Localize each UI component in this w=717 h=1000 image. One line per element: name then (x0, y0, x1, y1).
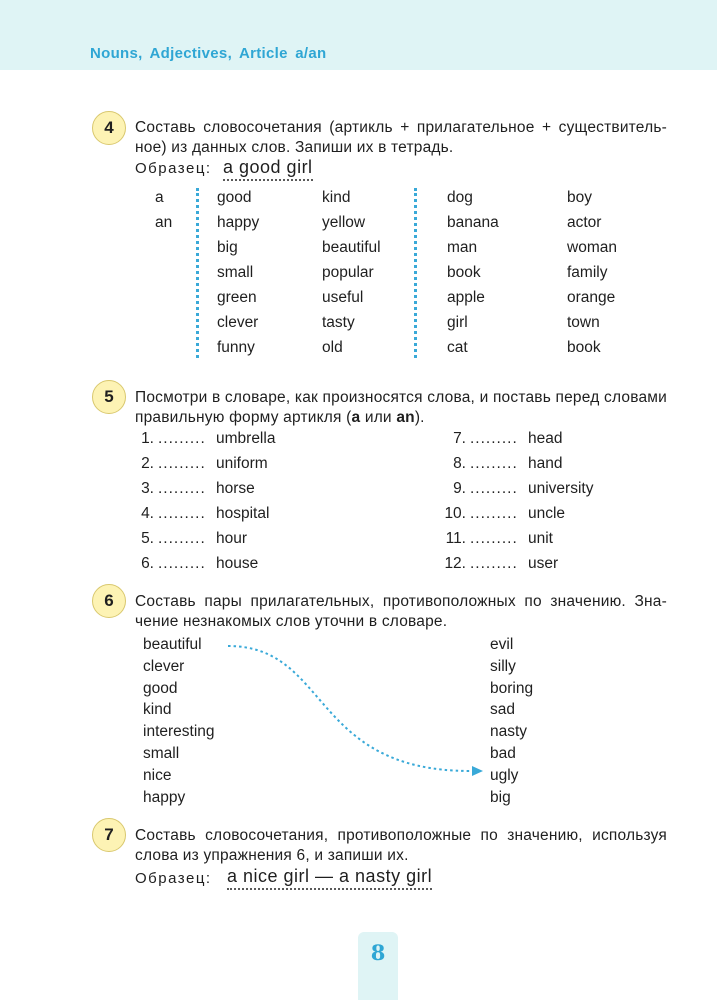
header-title: Nouns, Adjectives, Article a/an (90, 45, 327, 62)
adjective-word: beautiful (322, 239, 381, 256)
item-number: 10. (444, 505, 466, 522)
exercise-6-number: 6 (92, 584, 126, 618)
exercise-5-instruction-post: ). (414, 409, 425, 426)
exercise-6-instruction: Составь пары прилагательных, противоположных по значению. Зна-чение незнакомых слов уточни в словаре. (135, 593, 667, 630)
item-word: hospital (216, 505, 270, 522)
blank-dots: ......... (158, 530, 206, 547)
adjective-word: kind (322, 189, 351, 206)
noun-word: boy (567, 189, 592, 206)
exercise-7-sample-label: Образец: (135, 870, 212, 887)
opposite-word: ugly (490, 766, 519, 784)
item-number: 6. (141, 555, 154, 572)
adjective-word: happy (143, 788, 186, 806)
noun-word: girl (447, 314, 468, 331)
blank-dots: ......... (158, 505, 206, 522)
article-word: a (155, 189, 164, 206)
arrow-head-icon (472, 766, 483, 776)
item-word: uncle (528, 505, 566, 522)
adjective-word: clever (143, 657, 185, 675)
adjective-word: good (217, 189, 252, 206)
item-number: 12. (444, 555, 466, 572)
item-word: unit (528, 530, 553, 547)
item-number: 4. (141, 505, 154, 522)
opposite-word: sad (490, 701, 515, 719)
noun-word: book (567, 339, 601, 356)
matching-arrow-line (228, 646, 470, 771)
exercise-4-sample-label: Образец: (135, 160, 212, 177)
adjective-word: big (217, 239, 238, 256)
adjective-word: small (217, 264, 254, 281)
blank-dots: ......... (470, 505, 518, 522)
article-word: an (155, 214, 173, 231)
exercise-5-number: 5 (92, 380, 126, 414)
blank-dots: ......... (158, 430, 206, 447)
exercise-4-instruction: Составь словосочетания (артикль + прилагательное + существитель-ное) из данных слов. Запиши их в тетрадь. (135, 119, 667, 156)
item-word: house (216, 555, 259, 572)
blank-dots: ......... (158, 555, 206, 572)
adjective-word: yellow (322, 214, 366, 231)
blank-dots: ......... (470, 530, 518, 547)
noun-word: family (567, 264, 608, 281)
blank-dots: ......... (470, 555, 518, 572)
exercise-5-instruction-pre: Посмотри в словаре, как произносятся слова, и поставь перед словами правильную форму артикля ( (135, 389, 667, 426)
adjective-word: beautiful (143, 636, 202, 653)
item-word: user (528, 555, 559, 572)
item-number: 9. (453, 480, 466, 497)
opposite-word: big (490, 788, 511, 806)
item-word: hand (528, 455, 563, 472)
adjective-word: small (143, 745, 180, 762)
opposite-word: boring (490, 679, 534, 697)
exercise-5-instruction-or: или (360, 409, 397, 426)
adjective-word: nice (143, 766, 172, 784)
item-number: 8. (453, 455, 466, 472)
noun-word: actor (567, 214, 602, 231)
opposite-word: silly (490, 657, 516, 675)
item-word: university (528, 480, 594, 497)
exercise-7-sample: a nice girl — a nasty girl (227, 866, 432, 890)
blank-dots: ......... (158, 455, 206, 472)
item-number: 5. (141, 530, 154, 547)
item-number: 3. (141, 480, 154, 497)
item-number: 7. (453, 430, 466, 447)
adjective-word: happy (217, 214, 260, 231)
item-word: umbrella (216, 430, 276, 447)
opposite-word: bad (490, 745, 516, 762)
article-an: an (396, 409, 415, 426)
noun-word: dog (447, 189, 473, 206)
item-number: 1. (141, 430, 154, 447)
blank-dots: ......... (470, 480, 518, 497)
noun-word: orange (567, 289, 616, 306)
blank-dots: ......... (470, 455, 518, 472)
item-word: head (528, 430, 563, 447)
exercise-7-instruction: Составь словосочетания, противоположные по значению, используя слова из упражнения 6, и запиши их. (135, 827, 667, 864)
item-word: uniform (216, 455, 268, 472)
adjective-word: funny (217, 339, 255, 356)
article-a: a (351, 409, 361, 426)
noun-word: apple (447, 289, 485, 306)
exercise-4-sample: a good girl (223, 157, 313, 181)
item-number: 2. (141, 455, 154, 472)
item-word: hour (216, 530, 248, 547)
noun-word: book (447, 264, 481, 281)
adjective-word: green (217, 289, 257, 306)
noun-word: banana (447, 214, 499, 231)
adjective-word: good (143, 679, 178, 697)
item-word: horse (216, 480, 255, 497)
noun-word: woman (567, 239, 617, 256)
adjective-word: interesting (143, 723, 215, 741)
adjective-word: kind (143, 701, 172, 719)
adjective-word: useful (322, 289, 364, 306)
noun-word: man (447, 239, 478, 256)
blank-dots: ......... (470, 430, 518, 447)
exercise-4-number: 4 (92, 111, 126, 145)
blank-dots: ......... (158, 480, 206, 497)
opposite-word: nasty (490, 723, 528, 741)
noun-word: cat (447, 339, 468, 356)
page-number-tab (358, 932, 398, 1000)
adjective-word: popular (322, 264, 374, 281)
adjective-word: clever (217, 314, 259, 331)
opposite-word: evil (490, 636, 514, 653)
adjective-word: tasty (322, 314, 355, 331)
item-number: 11. (445, 530, 466, 547)
noun-word: town (567, 314, 600, 331)
page-number: 8 (370, 940, 386, 965)
exercise-7-number: 7 (92, 818, 126, 852)
adjective-word: old (322, 339, 343, 356)
